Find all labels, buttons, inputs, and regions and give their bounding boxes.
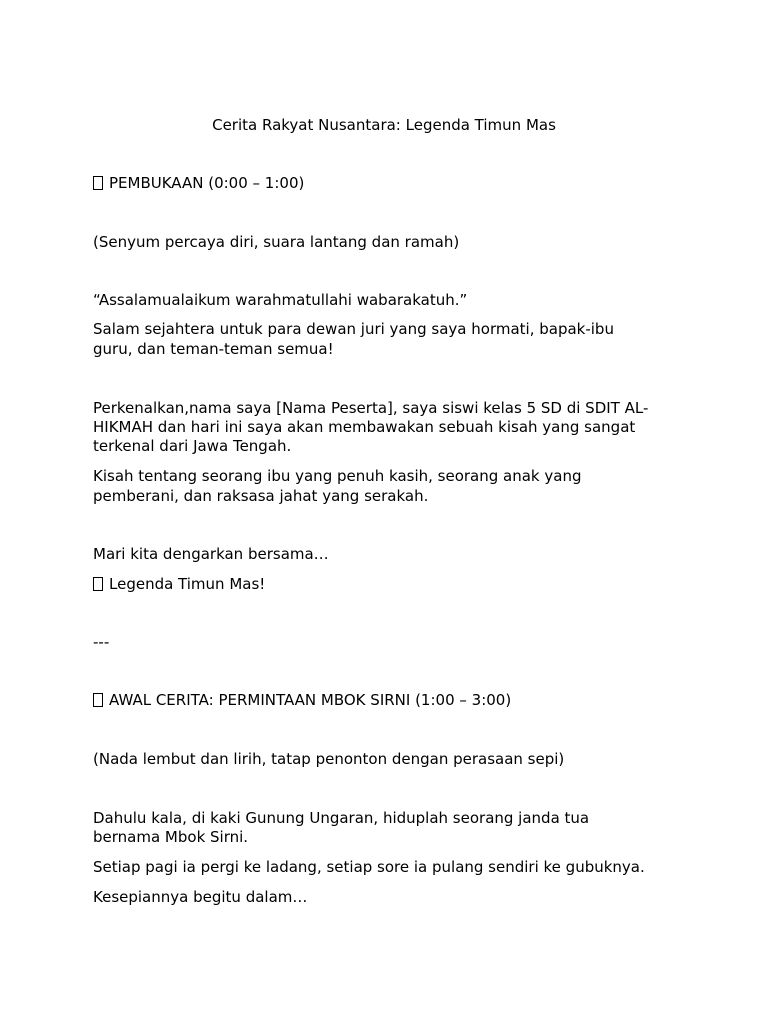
stage-direction: (Senyum percaya diri, suara lantang dan ramah) (93, 233, 460, 251)
kisah-line-1: Kisah tentang seorang ibu yang penuh kasih, seorang anak yang (93, 467, 582, 485)
legenda-line (93, 575, 683, 595)
kisah-line-2: pemberani, dan raksasa jahat yang serakah. (93, 487, 429, 505)
kesepian-line: Kesepiannya begitu dalam… (93, 888, 308, 906)
dahulu-line-2: bernama Mbok Sirni. (93, 828, 249, 846)
section-heading-text: PEMBUKAAN (0:00 – 1:00) (109, 174, 305, 192)
intro-line-3: terkenal dari Jawa Tengah. (93, 437, 292, 455)
stage-direction: (Nada lembut dan lirih, tatap penonton dengan perasaan sepi) (93, 750, 565, 768)
greeting-line: “Assalamualaikum warahmatullahi wabarakatuh.” (93, 291, 468, 309)
missing-glyph-icon (93, 176, 103, 190)
section-heading-pembukaan (93, 174, 683, 194)
intro-line-1: Perkenalkan,nama saya [Nama Peserta], saya siswi kelas 5 SD di SDIT AL- (93, 399, 649, 417)
legenda-text: Legenda Timun Mas! (109, 575, 266, 593)
section-heading-text: AWAL CERITA: PERMINTAAN MBOK SIRNI (1:00 – 3:00) (109, 691, 512, 709)
divider-text: --- (93, 633, 110, 651)
missing-glyph-icon (93, 693, 103, 707)
salam-line-1: Salam sejahtera untuk para dewan juri yang saya hormati, bapak-ibu (93, 320, 614, 338)
dahulu-line-1: Dahulu kala, di kaki Gunung Ungaran, hiduplah seorang janda tua (93, 809, 590, 827)
mari-line: Mari kita dengarkan bersama… (93, 545, 329, 563)
missing-glyph-icon (93, 577, 103, 591)
setiap-line: Setiap pagi ia pergi ke ladang, setiap sore ia pulang sendiri ke gubuknya. (93, 858, 645, 876)
section-heading-awal-cerita (93, 691, 683, 711)
document-title: Cerita Rakyat Nusantara: Legenda Timun Mas (212, 116, 556, 134)
salam-line-2: guru, dan teman-teman semua! (93, 340, 334, 358)
intro-line-2: HIKMAH dan hari ini saya akan membawakan sebuah kisah yang sangat (93, 418, 636, 436)
